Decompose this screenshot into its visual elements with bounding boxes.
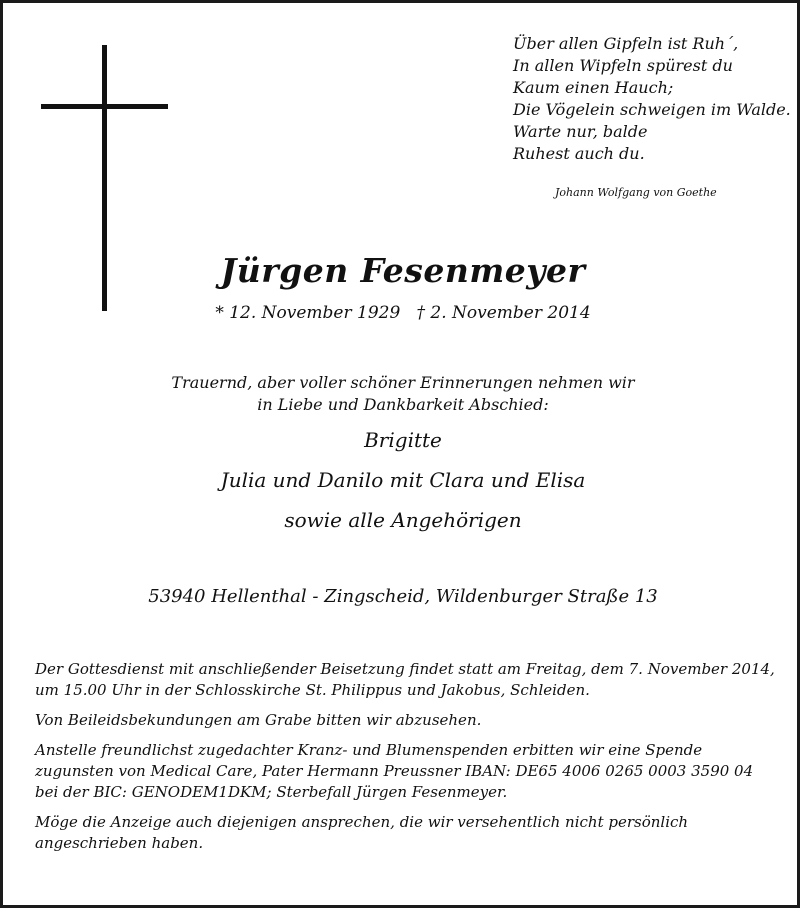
poem	[513, 33, 793, 165]
poem-line: In allen Wipfeln spürest du	[513, 56, 733, 75]
deceased-name: Jürgen Fesenmeyer	[220, 251, 586, 290]
donation-note: Anstelle freundlichst zugedachter Kranz- und Blumenspenden erbitten wir eine Spende zugunsten von Medical Care, Pater Hermann Preussner IBAN: DE65 4006 0265 0003 3590 04 bei der BIC: GENODEM1DKM; Sterbefall Jürgen Fesenmeyer.	[35, 741, 754, 801]
poem-line: Ruhest auch du.	[513, 144, 645, 163]
poem-line: Warte nur, balde	[513, 122, 648, 141]
mourners-intro	[3, 372, 800, 416]
condolence-note: Von Beileidsbekundungen am Grabe bitten wir abzusehen.	[35, 711, 482, 729]
poem-author: Johann Wolfgang von Goethe	[555, 186, 717, 199]
mourner-name: Brigitte	[364, 428, 442, 452]
apology-note: Möge die Anzeige auch diejenigen ansprechen, die wir versehentlich nicht persönlich angeschrieben haben.	[35, 813, 689, 852]
intro-line: in Liebe und Dankbarkeit Abschied:	[257, 395, 549, 414]
intro-line: Trauernd, aber voller schöner Erinnerungen nehmen wir	[171, 373, 635, 392]
cross-icon-horizontal-bar	[41, 104, 168, 109]
service-note: Der Gottesdienst mit anschließender Beisetzung findet statt am Freitag, dem 7. November 2014, um 15.00 Uhr in der Schlosskirche St. Philippus und Jakobus, Schleiden.	[35, 660, 775, 699]
poem-line: Die Vögelein schweigen im Walde.	[513, 100, 791, 119]
mourner-name: Julia und Danilo mit Clara und Elisa	[220, 468, 586, 492]
family-address: 53940 Hellenthal - Zingscheid, Wildenburger Straße 13	[148, 586, 658, 607]
life-dates: * 12. November 1929 † 2. November 2014	[215, 303, 591, 323]
poem-line: Kaum einen Hauch;	[513, 78, 674, 97]
notes-section	[35, 659, 775, 863]
poem-line: Über allen Gipfeln ist Ruh´,	[513, 34, 739, 53]
mourner-name: sowie alle Angehörigen	[284, 508, 522, 532]
